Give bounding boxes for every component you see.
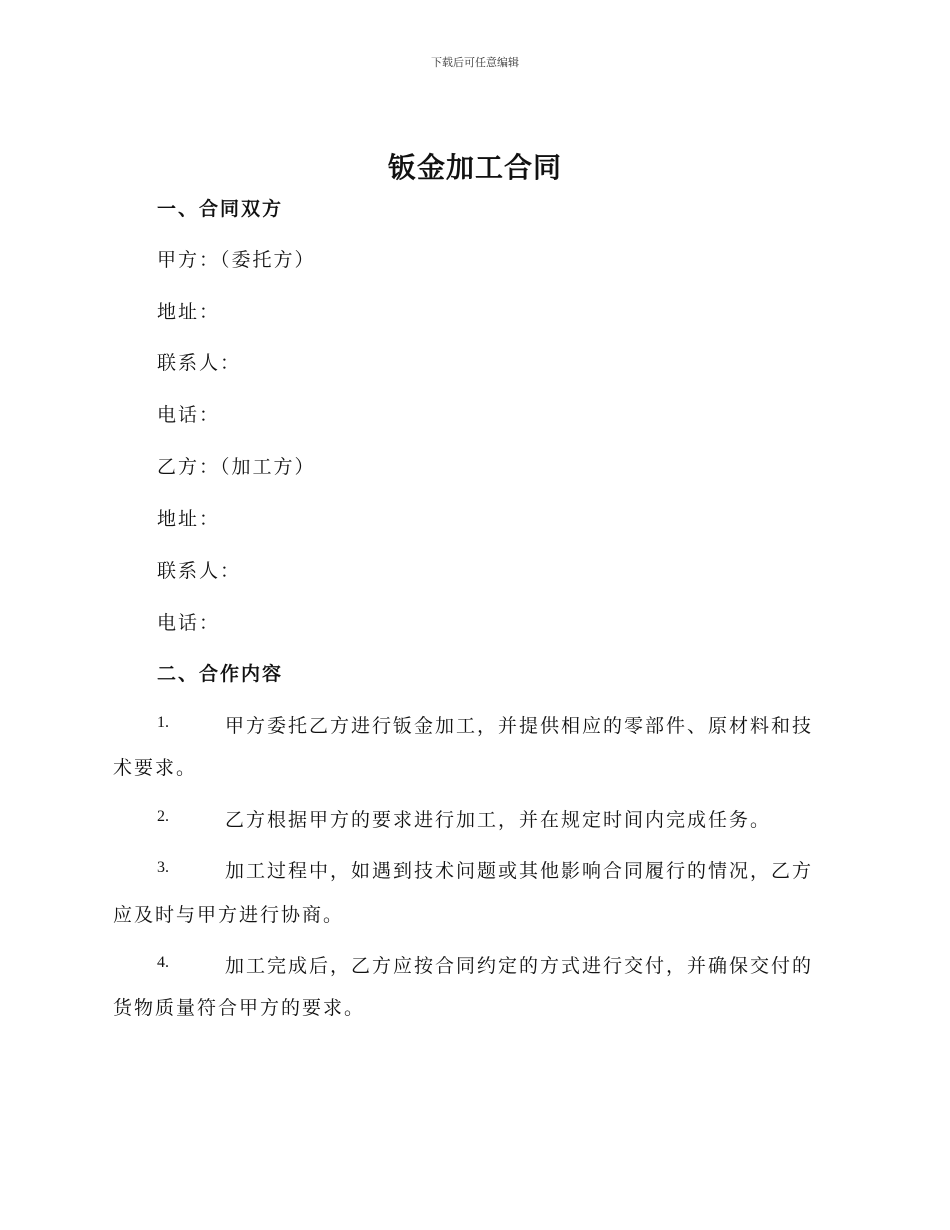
list-item-text: 乙方根据甲方的要求进行加工，并在规定时间内完成任务。: [225, 809, 772, 831]
list-item-number: 2.: [157, 808, 169, 825]
list-item-number: 1.: [157, 714, 169, 731]
party-a-address: 地址：: [157, 301, 221, 323]
party-b-address: 地址：: [157, 508, 221, 530]
list-item-continuation: 货物质量符合甲方的要求。: [113, 997, 366, 1019]
party-b-label: 乙方：（加工方）: [157, 456, 316, 478]
list-item-text: 加工过程中，如遇到技术问题或其他影响合同履行的情况，乙方: [225, 860, 814, 882]
list-item-continuation: 术要求。: [113, 757, 198, 779]
party-a-label: 甲方：（委托方）: [157, 249, 316, 271]
party-a-phone: 电话：: [157, 404, 221, 426]
party-a-contact: 联系人：: [157, 352, 242, 374]
section-heading-content: 二、合作内容: [157, 663, 284, 685]
list-item-text: 甲方委托乙方进行钣金加工，并提供相应的零部件、原材料和技: [225, 715, 814, 737]
page-header-note: 下载后可任意编辑: [431, 56, 519, 69]
party-b-phone: 电话：: [157, 612, 221, 634]
list-item-number: 4.: [157, 954, 169, 971]
list-item-number: 3.: [157, 859, 169, 876]
party-b-contact: 联系人：: [157, 560, 242, 582]
list-item-continuation: 应及时与甲方进行协商。: [113, 904, 345, 926]
list-item-text: 加工完成后，乙方应按合同约定的方式进行交付，并确保交付的: [225, 955, 814, 977]
section-heading-parties: 一、合同双方: [157, 198, 284, 220]
document-title: 钣金加工合同: [387, 151, 562, 184]
